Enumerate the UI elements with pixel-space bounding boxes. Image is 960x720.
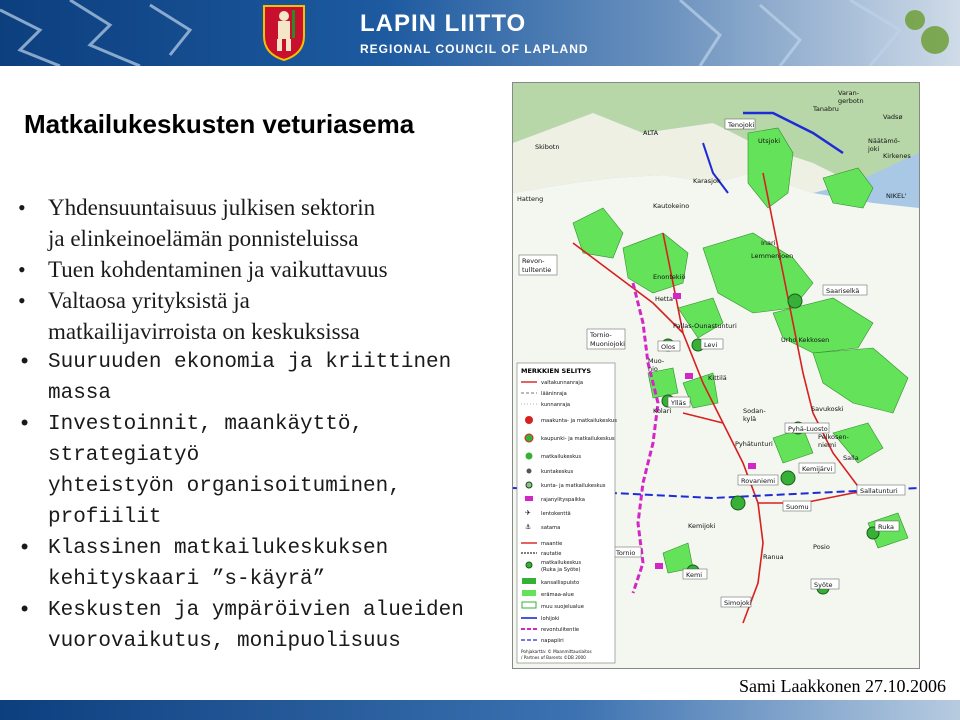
slide-title: Matkailukeskusten veturiasema — [24, 109, 415, 139]
svg-text:Muo-: Muo- — [648, 357, 665, 365]
svg-text:niemi: niemi — [818, 441, 837, 449]
bullet-list — [16, 192, 508, 657]
svg-text:Sodan-: Sodan- — [743, 407, 766, 415]
svg-text:✈: ✈ — [525, 509, 531, 517]
bullet-icon: • — [18, 350, 32, 375]
svg-text:kunnanraja: kunnanraja — [541, 402, 571, 408]
svg-text:valtakunnanraja: valtakunnanraja — [541, 380, 584, 386]
svg-text:⚓: ⚓ — [525, 523, 532, 531]
svg-text:nio: nio — [648, 365, 658, 373]
svg-text:Pelkosen-: Pelkosen- — [818, 433, 849, 441]
svg-text:Kautokeino: Kautokeino — [653, 202, 690, 210]
svg-text:Suomu: Suomu — [786, 503, 809, 511]
svg-text:Kemijoki: Kemijoki — [688, 522, 716, 530]
coat-of-arms-icon — [262, 2, 306, 62]
svg-text:Urho Kekkosen: Urho Kekkosen — [781, 336, 830, 344]
bullet-icon: • — [18, 195, 26, 220]
svg-text:Utsjoki: Utsjoki — [758, 137, 781, 145]
svg-text:matkailukeskus: matkailukeskus — [541, 454, 582, 460]
bullet-icon: • — [18, 288, 26, 313]
svg-text:Ylläs: Ylläs — [671, 399, 686, 407]
lapland-map — [512, 82, 920, 669]
svg-text:lääninraja: lääninraja — [541, 391, 567, 397]
svg-text:Kittilä: Kittilä — [708, 374, 727, 382]
bullet-icon: • — [18, 598, 32, 623]
svg-text:Näätämö-: Näätämö- — [868, 137, 901, 145]
svg-text:Olos: Olos — [661, 343, 676, 351]
svg-text:rajanylityspaikka: rajanylityspaikka — [541, 497, 585, 503]
svg-text:Savukoski: Savukoski — [811, 405, 844, 413]
svg-text:maakunta- ja matkailukeskus: maakunta- ja matkailukeskus — [541, 418, 617, 424]
svg-text:kylä: kylä — [743, 415, 757, 423]
svg-text:kaupunki- ja matkailukeskus: kaupunki- ja matkailukeskus — [541, 436, 615, 442]
svg-text:kansallispuisto: kansallispuisto — [541, 580, 580, 586]
svg-text:Skibotn: Skibotn — [535, 143, 560, 151]
svg-text:Ranua: Ranua — [763, 553, 784, 561]
svg-text:revontulitentie: revontulitentie — [541, 627, 580, 633]
svg-text:Saariselkä: Saariselkä — [826, 287, 860, 295]
svg-text:Syöte: Syöte — [814, 581, 833, 589]
organization-subtitle: REGIONAL COUNCIL OF LAPLAND — [360, 42, 589, 56]
map-legend — [517, 363, 617, 663]
svg-text:Salla: Salla — [843, 454, 859, 462]
svg-text:Lemmenjoen: Lemmenjoen — [751, 252, 794, 260]
organization-name: LAPIN LIITTO — [360, 10, 527, 37]
svg-text:erämaa-alue: erämaa-alue — [541, 592, 574, 598]
svg-text:Tornio-: Tornio- — [590, 331, 612, 339]
svg-text:lohijoki: lohijoki — [541, 616, 560, 622]
svg-text:ALTA: ALTA — [643, 129, 659, 137]
svg-text:Tenojoki: Tenojoki — [728, 121, 755, 129]
bullet-item: • Investoinnit, maankäyttö, strategiatyö yhteistyön organisoituminen, profiilit — [16, 409, 508, 533]
svg-text:kuntakeskus: kuntakeskus — [541, 469, 574, 475]
svg-text:Rovaniemi: Rovaniemi — [741, 477, 776, 485]
svg-text:Tanabru: Tanabru — [813, 105, 839, 113]
svg-text:Kemi: Kemi — [686, 571, 703, 579]
svg-text:Pyhätunturi: Pyhätunturi — [735, 440, 773, 448]
svg-text:Kolari: Kolari — [653, 407, 672, 415]
svg-text:Sallatunturi: Sallatunturi — [860, 487, 898, 495]
svg-text:satama: satama — [541, 525, 561, 531]
svg-text:Levi: Levi — [704, 341, 718, 349]
svg-text:Karasjok: Karasjok — [693, 177, 721, 185]
svg-text:lentokenttä: lentokenttä — [541, 511, 571, 517]
svg-text:Kirkenes: Kirkenes — [883, 152, 911, 160]
svg-text:/ Partnes of Barents ©DB 2000: / Partnes of Barents ©DB 2000 — [521, 655, 586, 660]
svg-text:Pyhä-Luosto: Pyhä-Luosto — [788, 425, 828, 433]
author-date-credit: Sami Laakkonen 27.10.2006 — [739, 676, 946, 696]
footer-bar — [0, 700, 960, 720]
svg-text:gerbotn: gerbotn — [838, 97, 864, 105]
svg-text:Kemijärvi: Kemijärvi — [802, 465, 833, 473]
svg-text:Revon-: Revon- — [522, 257, 545, 265]
bullet-item: • Tuen kohdentaminen ja vaikuttavuus — [16, 254, 508, 285]
svg-text:matkailukeskus: matkailukeskus — [541, 560, 582, 566]
svg-text:(Ruka ja Syöte): (Ruka ja Syöte) — [541, 567, 581, 573]
bullet-item: • Klassinen matkailukeskuksen kehityskaari ”s-käyrä” — [16, 533, 508, 595]
svg-text:Inari: Inari — [761, 239, 776, 247]
bullet-icon: • — [18, 412, 32, 437]
svg-text:Enontekiö: Enontekiö — [653, 273, 686, 281]
svg-text:kunta- ja matkailukeskus: kunta- ja matkailukeskus — [541, 483, 606, 489]
svg-text:Simojoki: Simojoki — [724, 599, 752, 607]
svg-text:maantie: maantie — [541, 541, 563, 547]
svg-text:Ruka: Ruka — [878, 523, 894, 531]
svg-text:Posio: Posio — [813, 543, 830, 551]
svg-text:joki: joki — [868, 145, 880, 153]
bullet-item: • Yhdensuuntaisuus julkisen sektorin ja elinkeinoelämän ponnisteluissa — [16, 192, 508, 254]
svg-text:tulltentie: tulltentie — [522, 266, 552, 274]
svg-text:Muoniojoki: Muoniojoki — [590, 340, 625, 348]
svg-text:muu suojelualue: muu suojelualue — [541, 604, 584, 610]
svg-text:Pallas-Ounastunturi: Pallas-Ounastunturi — [673, 322, 737, 330]
svg-text:napapiiri: napapiiri — [541, 638, 564, 644]
svg-text:MERKKIEN SELITYS: MERKKIEN SELITYS — [521, 367, 592, 375]
svg-text:Hatteng: Hatteng — [517, 195, 544, 203]
bullet-icon: • — [18, 257, 26, 282]
svg-text:NIKEL': NIKEL' — [886, 192, 907, 200]
svg-text:Pohjakartta: © Maanmittauslait: Pohjakartta: © Maanmittauslaitos — [521, 649, 592, 654]
svg-text:rautatie: rautatie — [541, 551, 562, 557]
svg-text:Varan-: Varan- — [838, 89, 860, 97]
bullet-item: • Valtaosa yrityksistä ja matkailijavirroista on keskuksissa — [16, 285, 508, 347]
svg-text:Vadsø: Vadsø — [883, 113, 903, 121]
svg-text:Hetta: Hetta — [655, 295, 673, 303]
bullet-item: • Keskusten ja ympäröivien alueiden vuorovaikutus, monipuolisuus — [16, 595, 508, 657]
header-banner — [0, 0, 960, 66]
bullet-icon: • — [18, 536, 32, 561]
svg-text:Tornio: Tornio — [616, 549, 636, 557]
bullet-item: • Suuruuden ekonomia ja kriittinen massa — [16, 347, 508, 409]
